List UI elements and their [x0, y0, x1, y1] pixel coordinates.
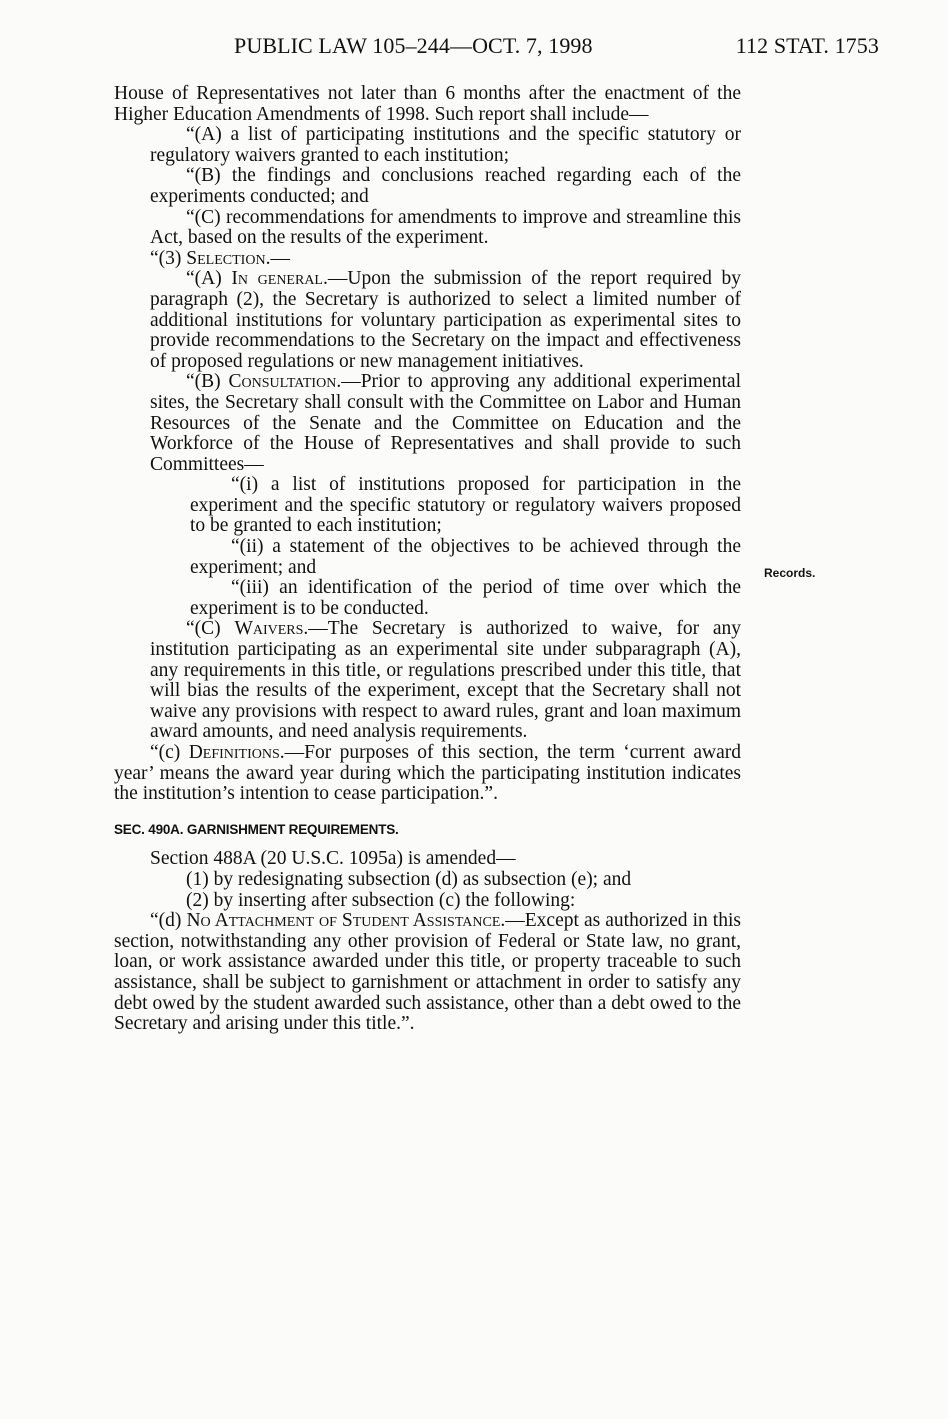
subsection-d-text: .—Except as authorized in this section, notwithstanding any other provision of Federal or State law, no grant, loan, or work assistance awarded under this title, or property traceable to such assistance, shall be subject to garnishment or attachment in order to satisfy any debt owed by the student awarded such assistance, other than a debt owed to the Secretary and arising under this title.”.: [114, 910, 741, 1035]
clause-ii-objectives: “(ii) a statement of the objectives to be achieved through the experiment; and: [190, 536, 741, 578]
subparagraph-b-heading: Consultation: [228, 371, 337, 393]
subparagraph-c-text: .—The Secretary is authorized to waive, for any institution participating as an experimental site under subparagraph (A), any requirements in this title, or regulations prescribed under this title, that will bias the results of the experiment, except that the Secretary shall not waive any provisions with respect to award rules, grant and loan maximum award amounts, and need analysis requirements.: [150, 618, 741, 743]
subparagraph-c-prefix: “(C): [186, 618, 235, 640]
subsection-c-heading: Definitions: [188, 742, 280, 763]
page-number: 112 STAT. 1753: [735, 33, 879, 58]
clause-a-list: “(A) a list of participating institutions and the specific statutory or regulatory waivers granted to each institution;: [150, 124, 741, 166]
paragraph-3-suffix: .—: [265, 247, 290, 269]
paragraph-3-heading: Selection: [186, 247, 266, 269]
subparagraph-a-text: .—Upon the submission of the report required by paragraph (2), the Secretary is authorized to select a limited number of additional institutions for voluntary participation as experimental sites to provide recommendations to the Secretary on the impact and effectiveness of proposed regulations or new management initiatives.: [150, 268, 741, 372]
subparagraph-c-heading: Waivers: [234, 618, 304, 640]
clause-i-institutions: “(i) a list of institutions proposed for participation in the experiment and the specific statutory or regulatory waivers proposed to be granted to each institution;: [190, 474, 741, 537]
subsection-c-prefix: “(c): [150, 742, 189, 763]
subparagraph-b-prefix: “(B): [186, 371, 229, 393]
clause-iii-period: “(iii) an identification of the period of time over which the experiment is to be conducted.: [190, 577, 741, 619]
subsection-c-text: .—For purposes of this section, the term ‘current award year’ means the award year during which the participating institution indicates the institution’s intention to cease participation.”.: [114, 742, 741, 805]
subparagraph-a-prefix: “(A): [186, 268, 232, 290]
running-header-title: PUBLIC LAW 105–244—OCT. 7, 1998: [234, 33, 593, 58]
subsection-d-heading: No Attachment of Student Assistance: [186, 910, 501, 932]
clause-c-recommendations: “(C) recommendations for amendments to improve and streamline this Act, based on the results of the experiment.: [150, 206, 741, 249]
subparagraph-b-text: .—Prior to approving any additional experimental sites, the Secretary shall consult with the Committee on Labor and Human Resources of the Senate and the Committee on Education and the Workforce of the House of Representatives and shall provide to such Committees—: [150, 371, 741, 475]
body-text: [114, 84, 741, 1035]
paragraph-3-selection: [114, 249, 741, 270]
subparagraph-c-waivers: [114, 619, 741, 743]
subsection-d-prefix: “(d): [150, 910, 187, 932]
paragraph-continuation: House of Representatives not later than 6 months after the enactment of the Higher Education Amendments of 1998. Such report shall include—: [114, 83, 741, 125]
amendment-item-1: (1) by redesignating subsection (d) as subsection (e); and: [186, 868, 632, 890]
subsection-d-no-attachment: [114, 911, 741, 1035]
section-heading: SEC. 490A. GARNISHMENT REQUIREMENTS.: [114, 821, 399, 837]
subsection-c-definitions: [114, 743, 741, 805]
margin-note-records: Records.: [764, 566, 816, 580]
subparagraph-a-in-general: [114, 269, 741, 372]
subparagraph-a-heading: In general: [231, 268, 323, 290]
clause-b-findings: “(B) the findings and conclusions reached regarding each of the experiments conducted; and: [150, 165, 741, 207]
page-header: [234, 33, 879, 63]
paragraph-3-prefix: “(3): [150, 247, 187, 269]
amendment-intro: Section 488A (20 U.S.C. 1095a) is amended—: [150, 848, 516, 870]
amendment-item-2: (2) by inserting after subsection (c) the following:: [186, 889, 576, 911]
subparagraph-b-consultation: [114, 372, 741, 475]
